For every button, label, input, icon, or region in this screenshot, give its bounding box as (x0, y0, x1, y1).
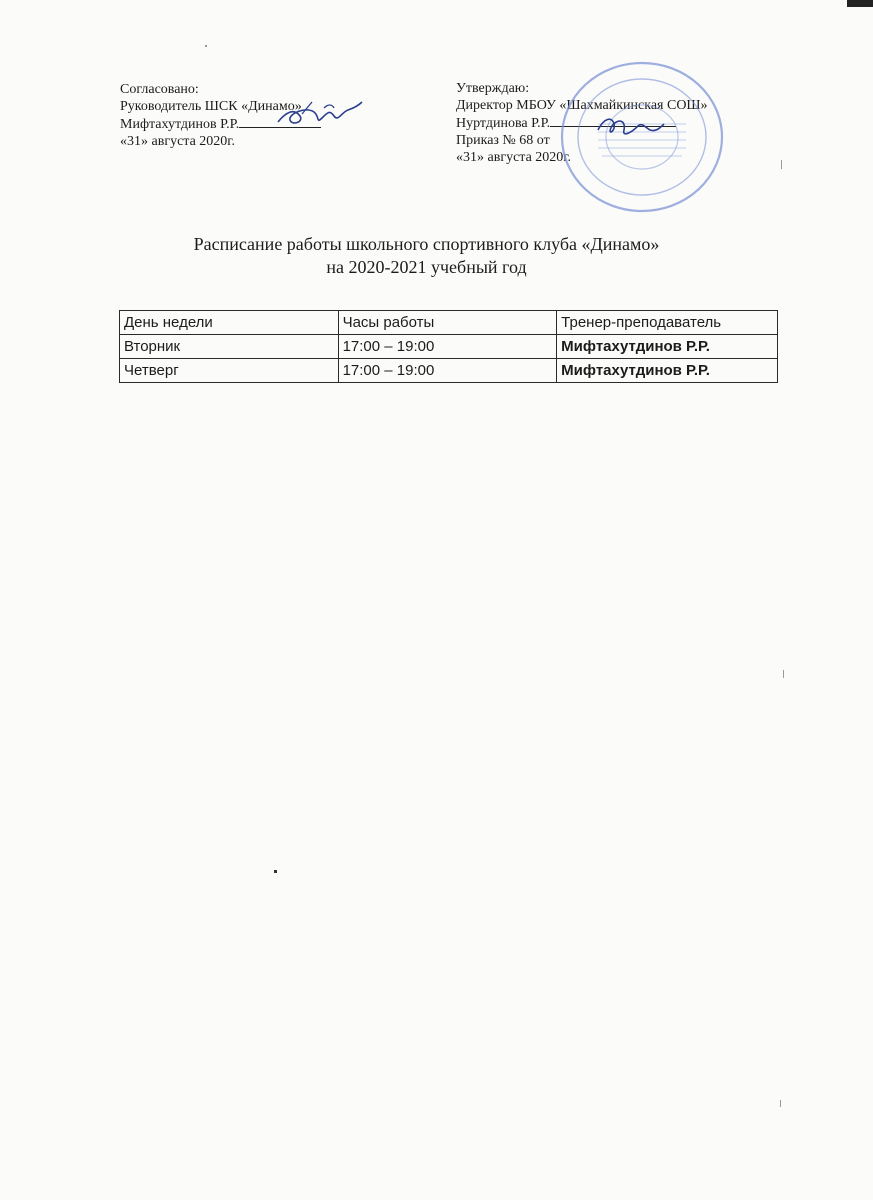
approval-right-position: Директор МБОУ «Шахмайкинская СОШ» (456, 98, 708, 113)
scan-speck (783, 670, 784, 678)
document-subtitle: на 2020-2021 учебный год (326, 257, 527, 277)
approval-left-heading: Согласовано: (120, 82, 199, 97)
signature-right (590, 106, 670, 144)
header-hours: Часы работы (338, 311, 557, 335)
scan-speck (274, 870, 277, 873)
cell-day: Вторник (120, 335, 339, 359)
table-row (120, 335, 778, 359)
approval-left-position: Руководитель ШСК «Динамо» (120, 99, 302, 114)
approval-right-date: «31» августа 2020г. (456, 150, 571, 165)
cell-hours: 17:00 – 19:00 (338, 335, 557, 359)
approval-right-heading: Утверждаю: (456, 81, 530, 96)
cell-hours: 17:00 – 19:00 (338, 359, 557, 383)
cell-day: Четверг (120, 359, 339, 383)
header-day: День недели (120, 311, 339, 335)
scan-edge-mark (847, 0, 873, 7)
cell-coach: Мифтахутдинов Р.Р. (557, 335, 778, 359)
signature-left (272, 92, 368, 132)
table-header-row (120, 311, 778, 335)
approval-left-date: «31» августа 2020г. (120, 134, 235, 149)
schedule-table (119, 310, 778, 383)
scan-speck (205, 45, 207, 47)
document-title: Расписание работы школьного спортивного клуба «Динамо» (193, 234, 660, 254)
scan-speck (781, 160, 782, 169)
header-coach: Тренер-преподаватель (557, 311, 778, 335)
approval-right-order: Приказ № 68 от (456, 133, 550, 148)
cell-coach: Мифтахутдинов Р.Р. (557, 359, 778, 383)
table-row (120, 359, 778, 383)
approval-right-name: Нуртдинова Р.Р. (456, 116, 551, 131)
approval-left-name: Мифтахутдинов Р.Р. (120, 117, 240, 132)
scan-speck (780, 1100, 781, 1107)
